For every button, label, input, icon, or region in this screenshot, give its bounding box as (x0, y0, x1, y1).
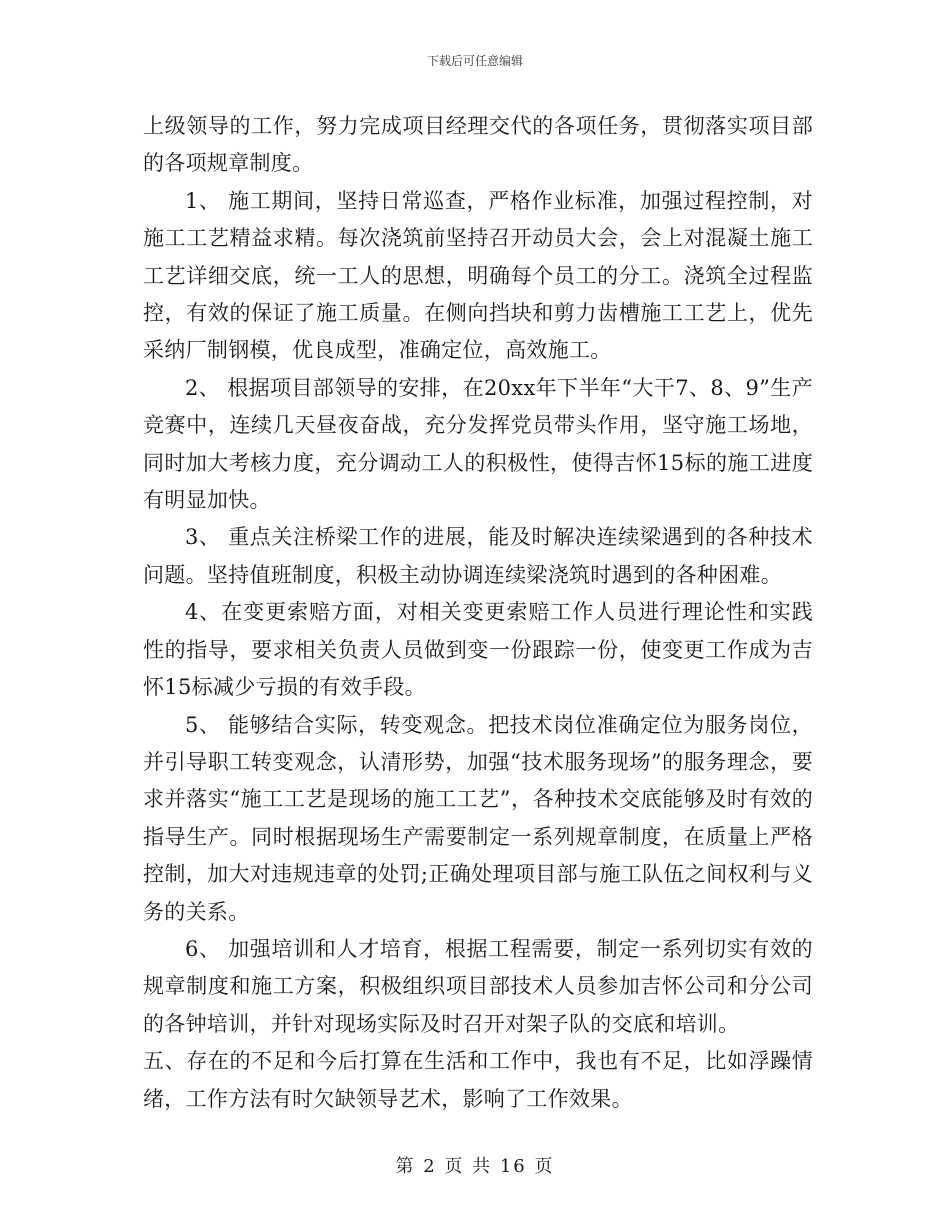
paragraph-item-4: 4、在变更索赔方面，对相关变更索赔工作人员进行理论性和实践性的指导，要求相关负责人员做到变一份跟踪一份，使变更工作成为吉怀15标减少亏损的有效手段。 (143, 600, 813, 700)
page-header: 下载后可任意编辑 (426, 54, 523, 68)
paragraph-intro: 上级领导的工作，努力完成项目经理交代的各项任务，贯彻落实项目部的各项规章制度。 (143, 114, 813, 176)
paragraph-item-3: 3、 重点关注桥梁工作的进展，能及时解决连续梁遇到的各种技术问题。坚持值班制度，积极主动协调连续梁浇筑时遇到的各种困难。 (143, 525, 813, 587)
paragraph-item-1: 1、 施工期间，坚持日常巡查，严格作业标准，加强过程控制，对施工工艺精益求精。每次浇筑前坚持召开动员大会，会上对混凝土施工工艺详细交底，统一工人的思想，明确每个员工的分工。浇筑全过程监控，有效的保证了施工质量。在侧向挡块和剪力齿槽施工工艺上，优先采纳厂制钢模，优良成型，准确定位，高效施工。 (143, 188, 813, 363)
paragraph-item-6: 6、 加强培训和人才培育，根据工程需要，制定一系列切实有效的规章制度和施工方案，积极组织项目部技术人员参加吉怀公司和分公司的各钟培训，并针对现场实际及时召开对架子队的交底和培训。 (143, 936, 813, 1036)
document-body (143, 108, 813, 1118)
page-number-footer: 第 2 页 共 16 页 (395, 1156, 555, 1177)
paragraph-item-5: 5、 能够结合实际，转变观念。把技术岗位准确定位为服务岗位，并引导职工转变观念，认清形势，加强“技术服务现场”的服务理念，要求并落实“施工工艺是现场的施工工艺”，各种技术交底能够及时有效的指导生产。同时根据现场生产需要制定一系列规章制度，在质量上严格控制，加大对违规违章的处罚;正确处理项目部与施工队伍之间权利与义务的关系。 (143, 712, 813, 924)
paragraph-section-5: 五、存在的不足和今后打算在生活和工作中，我也有不足，比如浮躁情绪，工作方法有时欠缺领导艺术，影响了工作效果。 (143, 1049, 813, 1111)
paragraph-item-2: 2、 根据项目部领导的安排，在20xx年下半年“大干7、8、9”生产竞赛中，连续几天昼夜奋战，充分发挥党员带头作用，坚守施工场地，同时加大考核力度，充分调动工人的积极性，使得吉怀15标的施工进度有明显加快。 (143, 375, 813, 513)
